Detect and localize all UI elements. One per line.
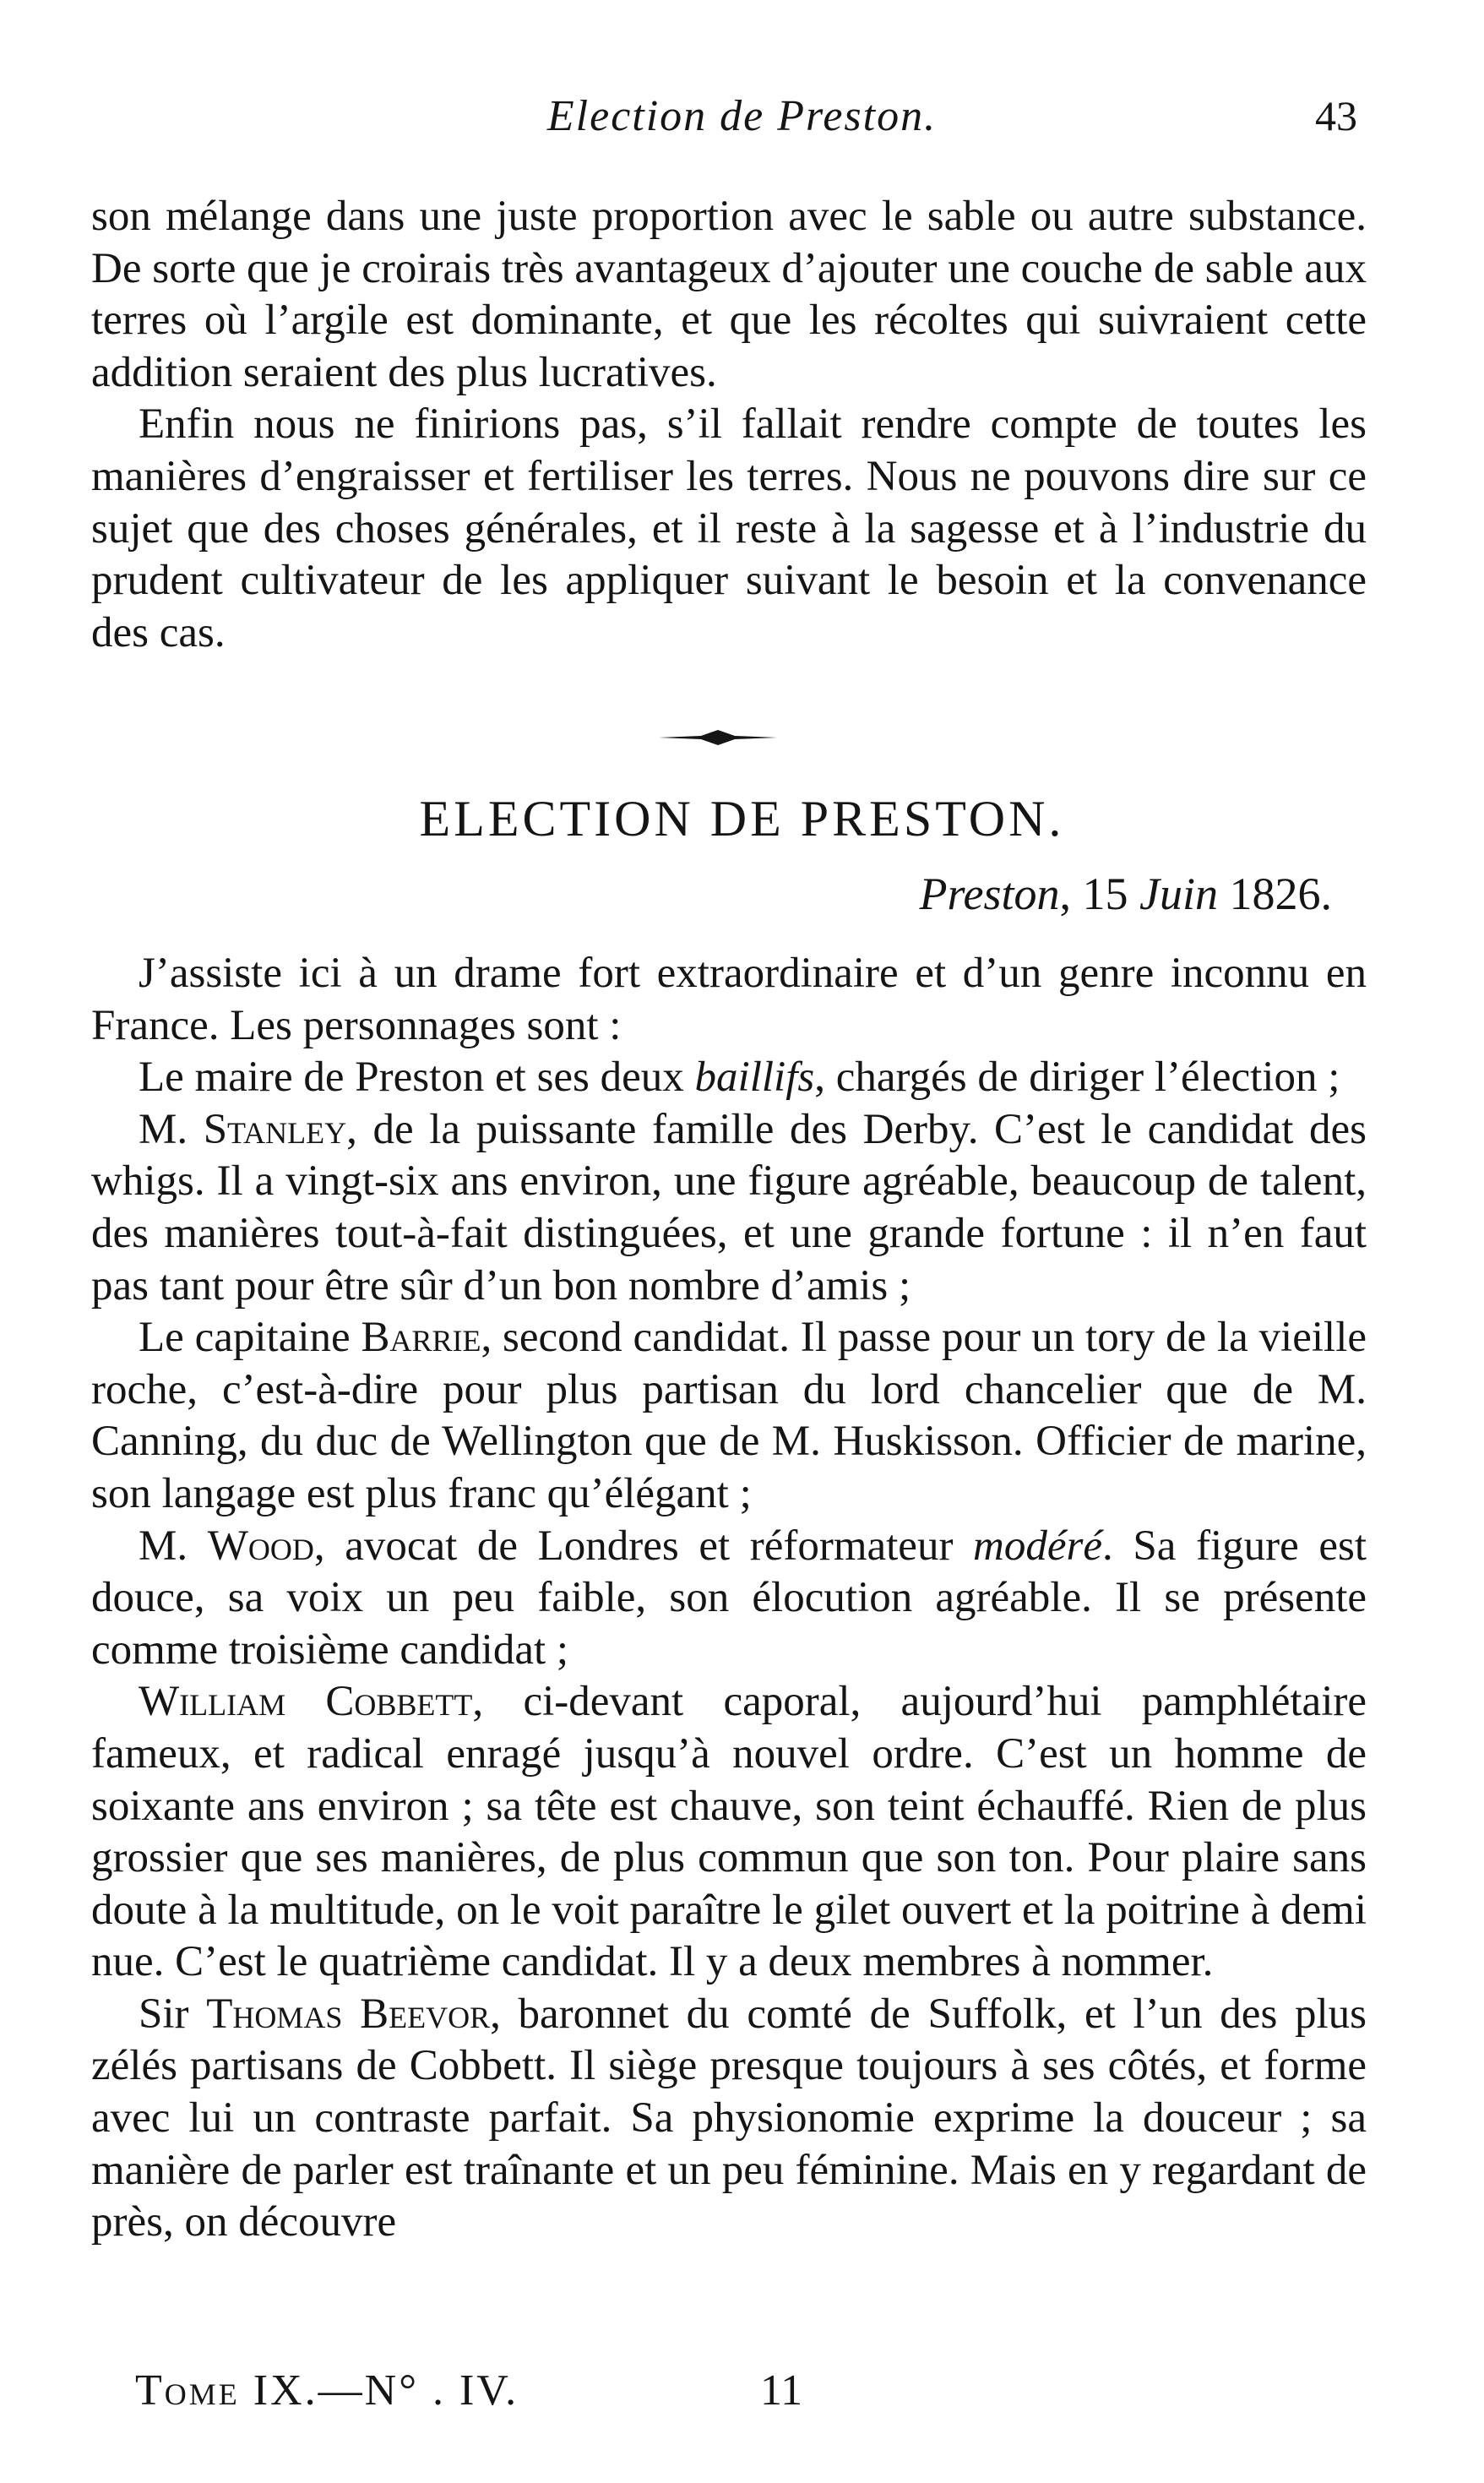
character-entry <box>91 1989 1367 2249</box>
sheet-number: 11 <box>760 2366 803 2415</box>
paragraph <box>91 1052 1367 1104</box>
text-run: , avocat de Londres et réformateur <box>313 1522 974 1570</box>
dateline-month: Juin <box>1139 869 1218 919</box>
page-number: 43 <box>1315 92 1357 139</box>
dateline-day: , 15 <box>1059 869 1140 919</box>
text-run: . Sa figure est douce, sa voix un peu faible, son élocution agréable. Il se présente comme troisième candidat ; <box>91 1522 1367 1674</box>
continued-text <box>91 191 1367 659</box>
volume-label: Tome <box>135 2366 240 2415</box>
volume-signature <box>135 2366 519 2415</box>
text-run: M. <box>139 1105 204 1153</box>
character-entry <box>91 1312 1367 1520</box>
text-run: , de la puissante famille des Derby. C’est le candidat des whigs. Il a vingt-six ans environ, une figure agréable, beaucoup de talent, des manières tout-à-fait distinguées, et une grande fortune : il n’en faut pas tant pour être sûr d’un bon nombre d’amis ; <box>91 1105 1367 1310</box>
signature-line <box>135 2366 1233 2420</box>
character-name: Barrie <box>361 1314 481 1362</box>
character-name: William Cobbett <box>139 1678 473 1726</box>
text-run: , second candidat. Il passe pour un tory de la vieille roche, c’est-à-dire pour plus partisan du lord chancelier que de M. Canning, du duc de Wellington que de M. Huskisson. Officier de marine, son langage est plus franc qu’élégant ; <box>91 1314 1367 1517</box>
dateline <box>920 868 1332 920</box>
paragraph: J’assiste ici à un drame fort extraordinaire et d’un genre inconnu en France. Les personnages sont : <box>91 950 1367 1049</box>
character-name: Wood <box>207 1522 314 1570</box>
dateline-place: Preston <box>919 869 1060 919</box>
running-head <box>0 91 1484 150</box>
character-entry <box>91 1104 1367 1312</box>
italic-term: baillifs <box>694 1054 815 1102</box>
article-text <box>91 948 1367 2249</box>
character-entry <box>91 1521 1367 1677</box>
paragraph: son mélange dans une juste proportion avec le sable ou autre substance. De sorte que je croirais très avantageux d’ajouter une couche de sable aux terres où l’argile est dominante, et que les récoltes qui suivraient cette addition seraient des plus lucratives. <box>91 193 1367 396</box>
text-run: , chargés de diriger l’élection ; <box>814 1054 1340 1102</box>
character-name: Stanley <box>203 1105 347 1153</box>
section-ornament <box>659 728 777 747</box>
dateline-year: 1826. <box>1218 869 1332 919</box>
text-run: , baronnet du comté de Suffolk, et l’un des plus zélés partisans de Cobbett. Il siège presque toujours à ses côtés, et forme avec lui un contraste parfait. Sa physionomie exprime la douceur ; sa manière de parler est traînante et un peu féminine. Mais en y regardant de près, on découvre <box>91 1990 1367 2246</box>
paragraph: Enfin nous ne finirions pas, s’il fallait rendre compte de toutes les manières d’engraisser et fertiliser les terres. Nous ne pouvons dire sur ce sujet que des choses générales, et il reste à la sagesse et à l’industrie du prudent cultivateur de les appliquer suivant le besoin et la convenance des cas. <box>91 400 1367 656</box>
italic-term: modéré <box>973 1522 1102 1570</box>
character-name: Thomas Beevor <box>206 1990 491 2038</box>
volume-number: IX.—N° . IV. <box>239 2366 519 2415</box>
character-entry <box>91 1676 1367 1989</box>
section-title: ELECTION DE PRESTON. <box>419 791 1065 847</box>
text-run: Sir <box>139 1990 207 2038</box>
running-title: Election de Preston. <box>546 92 938 140</box>
text-run: , ci-devant caporal, aujourd’hui pamphlétaire fameux, et radical enragé jusqu’à nouvel ordre. C’est un homme de soixante ans environ ; sa tête est chauve, son teint échauffé. Rien de plus grossier que ses manières, de plus commun que son ton. Pour plaire sans doute à la multitude, on le voit paraître le gilet ouvert et la poitrine à demi nue. C’est le quatrième candidat. Il y a deux membres à nommer. <box>91 1678 1367 1986</box>
text-run: Le capitaine <box>139 1314 361 1362</box>
text-run: Le maire de Preston et ses deux <box>139 1054 695 1102</box>
text-run: M. <box>139 1522 208 1570</box>
